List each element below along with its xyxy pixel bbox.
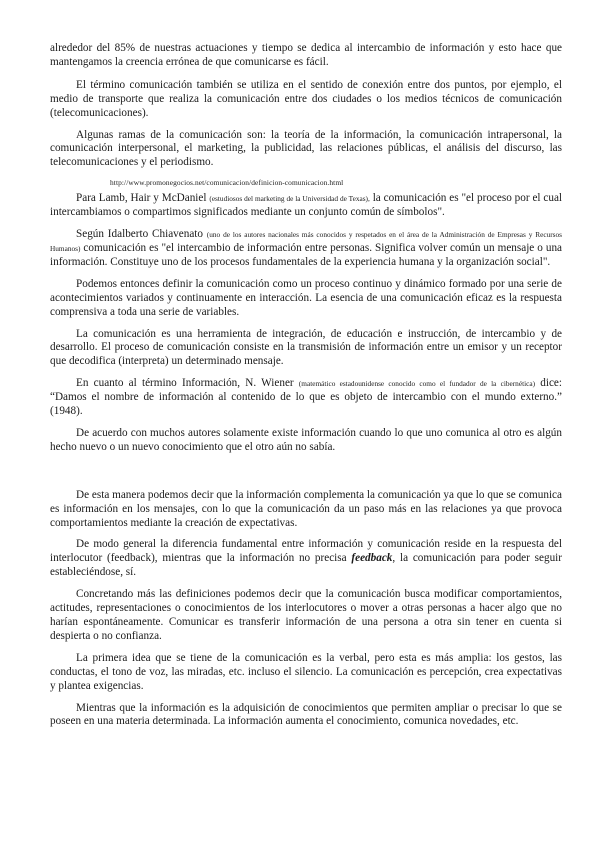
paragraph-term-comunicacion: El término comunicación también se utiliza en el sentido de conexión entre dos puntos, por ejemplo, el medio de transporte que realiza la comunicación entre dos ciudades o los medios técnicos de comunicación (telecomunicaciones). xyxy=(50,78,562,119)
lamb-note: (estudiosos del marketing de la Universidad de Texas), xyxy=(209,194,370,204)
lamb-definition: la comunicación es "el proceso por el cual intercambiamos o compartimos significados mediante un conjunto común de símbolos". xyxy=(50,192,563,219)
wiener-intro: En cuanto al término Información, N. Wiener xyxy=(76,377,294,390)
paragraph-informacion: Mientras que la información es la adquisición de conocimientos que permiten ampliar o precisar lo que se poseen en una materia determinada. La información aumenta el conocimiento, comunica novedades, etc. xyxy=(50,701,562,728)
paragraph-diferencia xyxy=(50,538,562,580)
paragraph-ramas: Algunas ramas de la comunicación son: la teoría de la información, la comunicación intrapersonal, la comunicación interpersonal, el marketing, la publicidad, las relaciones públicas, el análisis del discurso, las telecomunicaciones y el periodismo. xyxy=(50,128,562,169)
paragraph-chiavenato xyxy=(50,228,562,270)
chiavenato-author: Según Idalberto Chiavenato xyxy=(76,228,203,241)
paragraph-proceso: Podemos entonces definir la comunicación como un proceso continuo y dinámico formado por una serie de acontecimientos variados y continuamente en interacción. La esencia de una comunicación eficaz es la respuesta comprensiva a toda una serie de variables. xyxy=(50,277,562,318)
paragraph-concretando: Concretando más las definiciones podemos decir que la comunicación busca modificar comportamientos, actitudes, representaciones o conocimientos de los interlocutores o mover a otras personas a hacer algo que no harían espontáneamente. Comunicar es transferir información de una persona a otra sin tener en cuenta si despierta o no confianza. xyxy=(50,588,562,642)
diferencia-end: , la comunicación para poder seguir estableciéndose, sí. xyxy=(50,552,562,579)
chiavenato-note: (uno de los autores nacionales más conocidos y respetados en el área de la Administración de Empresas y Recursos Humanos) xyxy=(50,230,562,253)
wiener-note: (matemático estadounidense conocido como el fundador de la cibernética) xyxy=(298,379,536,389)
paragraph-verbal: La primera idea que se tiene de la comunicación es la verbal, pero esta es más amplia: los gestos, las conductas, el tono de voz, las miradas, etc. incluso el silencio. La comunicación es percepción, crea expectativas y plantea exigencias. xyxy=(50,651,562,692)
source-url: http://www.promonegocios.net/comunicacion/definicion-comunicacion.html xyxy=(110,178,344,188)
paragraph-autores: De acuerdo con muchos autores solamente existe información cuando lo que uno comunica al otro es algún hecho nuevo o un nuevo conocimiento que el otro aún no sabía. xyxy=(50,426,562,453)
feedback-emphasis: feedback xyxy=(351,552,393,565)
section-gap xyxy=(50,463,562,489)
paragraph-continuation: alrededor del 85% de nuestras actuaciones y tiempo se dedica al intercambio de información y esto hace que mantengamos la creencia errónea de que comunicarse es fácil. xyxy=(50,42,562,68)
diferencia-text: De modo general la diferencia fundamental entre información y comunicación reside en la respuesta del interlocutor (feedback), mientras que la información no precisa xyxy=(50,538,562,565)
chiavenato-definition: comunicación es "el intercambio de información entre personas. Significa volver común un mensaje o una información. Constituye uno de los procesos fundamentales de la experiencia humana y la organización social". xyxy=(50,241,563,268)
paragraph-complementa: De esta manera podemos decir que la información complementa la comunicación ya que lo que se comunica es información en los mensajes, con lo que la comunicación da un paso más en las relaciones ya que provoca comportamientos mediante la creación de expectativas. xyxy=(50,488,562,529)
paragraph-wiener xyxy=(50,377,562,419)
lamb-authors: Para Lamb, Hair y McDaniel xyxy=(76,192,207,205)
wiener-quote: dice: “Damos el nombre de información al contenido de lo que es objeto de intercambio con el mundo externo.” (1948). xyxy=(50,377,562,418)
paragraph-herramienta: La comunicación es una herramienta de integración, de educación e instrucción, de intercambio y de desarrollo. El proceso de comunicación consiste en la transmisión de información entre un emisor y un receptor que decodifica (interpreta) un determinado mensaje. xyxy=(50,327,562,368)
paragraph-lamb xyxy=(50,192,562,220)
